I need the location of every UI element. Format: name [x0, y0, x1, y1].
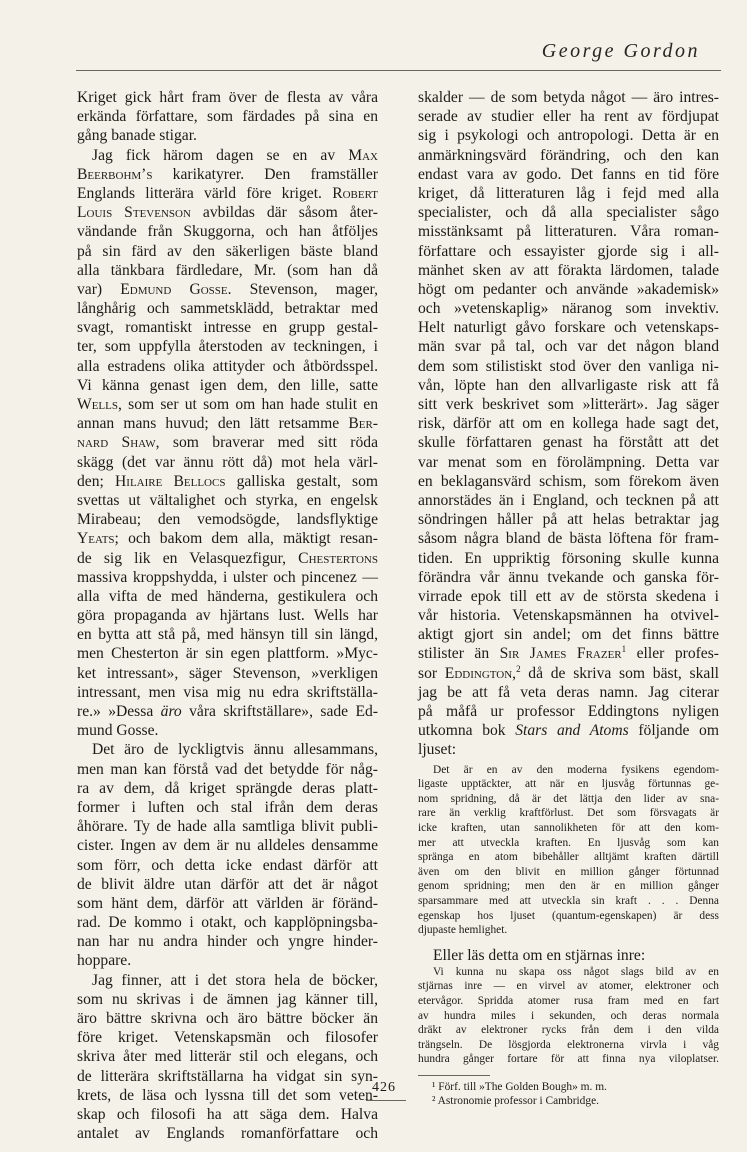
- text-line: gång banade stigar.: [77, 127, 197, 145]
- text-line: söndringen håller på att helas betraktar jag: [418, 511, 719, 529]
- block-quote-star: [418, 965, 719, 1067]
- quote-line: ligaste upptäckter, att när en ljusvåg förtunnas ge-: [418, 778, 719, 791]
- text-line: men man kan förstå vad det betydde för någ-: [77, 760, 378, 778]
- quote-line: mer att utveckla kraften. En ljusvåg som kan: [418, 836, 719, 849]
- text-line: aktigt gjort sin andel; om det finns bättre: [418, 626, 719, 644]
- text-line: tiden. En uppriktig försoning skulle kunna: [418, 549, 719, 567]
- quote-line: stjärnas inre — en virvel av atomer, elektroner och: [418, 980, 719, 993]
- text-line: som nu skrivas i de ämnen jag känner till,: [77, 990, 378, 1008]
- text-line: och »vetenskaplig» näranog som invektiv.: [418, 300, 719, 318]
- text-line: författare och essayister gjorde sig i all-: [418, 242, 719, 260]
- text-line: Eller läs detta om en stjärnas inre:: [433, 946, 646, 964]
- text-line: men Chesterton är sin egen plattform. »Myc-: [77, 645, 378, 663]
- text-line: Mirabeau; den vemodsögde, landsflyktige: [77, 511, 378, 529]
- text-line: Wells, som ser ut som om han hade stulit en: [77, 396, 378, 413]
- quote-line: etervågor. Spridda atomer rusa fram med en fart: [418, 995, 719, 1008]
- header-rule: [76, 70, 721, 71]
- text-line: virrade epok till ett av de största skedena i: [418, 587, 719, 605]
- quote-line: icke kraften, utan sannolikheten för att den kom-: [418, 821, 719, 834]
- text-line: ljuset:: [418, 741, 457, 759]
- quote-line: hundra gånger fortare för att finna nya viloplatser.: [418, 1053, 719, 1066]
- text-line: specialister, och då alla specialister sågo: [418, 204, 719, 222]
- text-line: massiva kroppshydda, i ulster och pincenez —: [77, 568, 378, 586]
- text-line: sor Eddington,$^2$ då de skriva som bäst, skall: [418, 663, 719, 682]
- transition-line: [418, 946, 719, 965]
- text-line: Vi känna genast igen dem, den lille, satte: [77, 376, 378, 394]
- quote-line: även om den blivit en million gånger förtunnad: [418, 865, 719, 878]
- text-line: högt om pedanter och använde »akademisk»: [418, 280, 719, 298]
- quote-line: trängseln. De lösgjorda elektronerna virvla i våg: [418, 1038, 719, 1051]
- text-line: Kriget gick hårt fram över de flesta av våra: [77, 89, 378, 106]
- text-line: män svar på tal, och var det någon bland: [418, 338, 719, 356]
- text-line: annan mans huvud; den lätt retsamme Ber-: [77, 415, 378, 433]
- text-line: sitt verk beskrivet som »litterärt». Jag säger: [418, 396, 719, 413]
- text-line: skägg (det var ännu rött då) mot hela värl-: [77, 453, 378, 471]
- text-line: var) Edmund Gosse. Stevenson, mager,: [77, 280, 378, 298]
- text-line: anmärkningsvärd förändring, och den kan: [418, 146, 719, 164]
- text-line: annorstädes än i England, och tecknen på att: [418, 491, 719, 509]
- footnotes: [418, 1080, 719, 1108]
- text-line: mund Gosse.: [77, 722, 159, 740]
- text-line: alla vifta de med händerna, gestikulera och: [77, 587, 378, 605]
- text-line: före kriget. Vetenskapsmän och filosofer: [77, 1029, 378, 1047]
- text-line: intressant, men visa mig nu edra skriftställa-: [77, 683, 378, 701]
- text-line: skap och filosofi ha att säga dem. Halva: [77, 1105, 378, 1123]
- text-line: de litterära skriftställarna ha vidgat sin syn-: [77, 1067, 378, 1085]
- text-line: som hänt dem, därför att världen är föränd-: [77, 894, 378, 912]
- text-line: krets, de läsa och lyssna till det som veten-: [77, 1086, 378, 1104]
- text-line: hoppare.: [77, 952, 132, 970]
- text-line: antalet av Englands romanförfattare och: [77, 1125, 378, 1143]
- text-line: Beerbohm’s karikatyrer. Den framställer: [77, 165, 378, 183]
- text-line: på måfå ur professor Eddingtons nyligen: [418, 703, 719, 720]
- text-line: Yeats; och bakom dem alla, mäktigt resan-: [77, 530, 378, 548]
- text-line: vår historia. Vetenskapsmännen ha otvivel-: [418, 607, 719, 625]
- text-line: äro bättre skrivna och äro bättre böcker än: [77, 1010, 378, 1027]
- quote-line: Det är en av den moderna fysikens egendom-: [433, 763, 719, 776]
- text-line: göra propaganda av hjärtans lust. Wells har: [77, 607, 378, 625]
- text-line: den; Hilaire Bellocs galliska gestalt, som: [77, 472, 379, 490]
- text-line: sig i psykologi och antropologi. Detta är en: [418, 127, 719, 145]
- text-line: former i luften och stal ifrån dem deras: [77, 798, 378, 816]
- quote-line: rare än verklig kraftförlust. Det som försvagats är: [418, 807, 719, 820]
- text-line: kriget, då litteraturen låg i fejd med alla: [418, 184, 719, 202]
- text-line: på sin färd av den säkerligen bäste bland: [77, 242, 378, 260]
- text-line: nan har nu andra hinder och yngre hinder-: [77, 933, 378, 951]
- text-line: serade av studier eller ha rent av fördjupat: [418, 108, 719, 126]
- text-line: skulle författaren genast ha förstått att det: [418, 434, 719, 452]
- text-line: åhörare. Ty de hade alla samtliga blivit publi-: [77, 818, 378, 836]
- text-line: de blivit äldre utan därför att det är något: [77, 875, 378, 893]
- text-line: ket intressant», säger Stevenson, »verkligen: [77, 664, 378, 682]
- text-line: mänhet sken av att förakta lärdomen, talade: [418, 261, 719, 279]
- left-column: [77, 88, 378, 1143]
- text-line: utkomna bok Stars and Atoms följande om: [418, 722, 719, 740]
- quote-line: nom spridning, då är det lättja den lider av sna-: [418, 792, 719, 805]
- text-line: Jag fick härom dagen se en av Max: [92, 146, 378, 164]
- quote-line: genom spridning; men den är en million gånger: [418, 880, 719, 893]
- text-line: långhårig och sammetsklädd, betraktar med: [77, 300, 378, 318]
- quote-line: sparsammare med att utveckla sin kraft . . . Denna: [418, 894, 719, 907]
- text-line: som förr, och detta icke endast därför att: [77, 856, 378, 874]
- quote-line: Vi kunna nu skapa oss något slags bild av en: [433, 965, 719, 978]
- right-column: [418, 88, 719, 1108]
- text-line: nard Shaw, som braverar med sitt röda: [77, 434, 378, 452]
- text-line: endast vara av godo. Det fanns en tid före: [418, 165, 719, 183]
- text-line: ra av dem, då kriget sprängde deras platt-: [77, 779, 378, 797]
- running-head: George Gordon: [541, 40, 700, 62]
- text-line: Det äro de lyckligtvis ännu allesammans,: [92, 741, 378, 759]
- text-line: dem som stilistiskt stod över den vanliga ni-: [418, 357, 719, 375]
- text-line: alla estradens olika attityder och åtbördsspel.: [77, 357, 378, 375]
- quote-line: spränga en atom bibehåller alltjämt kraften därtill: [418, 851, 719, 864]
- text-line: rad. De kommo i otakt, och kapplöpningsba-: [77, 914, 378, 932]
- text-line: cister. Ingen av dem är nu alldeles densamme: [77, 837, 378, 855]
- text-line: svettas ut vältalighet och styrka, en engelsk: [77, 491, 378, 509]
- text-line: en beklagansvärd schism, som förekom även: [418, 472, 719, 490]
- text-line: vån, löpte han den allvarligaste risk att få: [418, 376, 719, 394]
- text-line: skriva åter med litterär stil och elegans, och: [77, 1048, 378, 1066]
- text-line: skalder — de som betyda något — äro intres-: [418, 89, 719, 106]
- text-line: de sig lik en Velasquezfigur, Chestertons: [77, 549, 378, 567]
- text-line: stilister än Sir James Frazer$^1$ eller profes-: [418, 644, 719, 663]
- text-line: Englands litterära värld före kriget. Robert: [77, 184, 378, 202]
- text-line: såsom några bland de bästa löftena för fram-: [418, 530, 719, 548]
- page-number-rule: [366, 1100, 406, 1101]
- text-line: vändande från Skuggorna, och han åtföljes: [77, 223, 378, 241]
- quote-line: egenskap hos ljuset (quantum-egenskapen) är dess: [418, 909, 719, 922]
- text-line: risk, därför att om en kollega hade sagt det,: [418, 415, 719, 433]
- text-line: ter, som uppfylla återstoden av teckningen, i: [77, 338, 378, 356]
- footnote: ² Astronomie professor i Cambridge.: [432, 1095, 599, 1108]
- text-line: re.» »Dessa äro våra skriftställare», sade Ed-: [77, 703, 378, 720]
- page-number: 426: [372, 1080, 396, 1095]
- text-line: Helt naturligt gåvo forskare och vetenskaps-: [418, 319, 719, 337]
- text-line: jag be att få veta deras namn. Jag citerar: [418, 683, 719, 701]
- quote-line: djupaste hemlighet.: [418, 924, 508, 937]
- quote-line: dräkt av elektroner rycks från dem i den vilda: [418, 1024, 719, 1037]
- text-line: svagt, romantiskt intresse en grupp gestal-: [77, 319, 378, 337]
- footnote-rule: [418, 1075, 490, 1076]
- text-line: misstänksamt på litteraturen. Våra roman-: [418, 223, 719, 241]
- text-line: alla tänkbara färdledare, Mr. (som han då: [77, 261, 378, 279]
- text-line: var menat som en förolämpning. Detta var: [418, 453, 719, 471]
- quote-line: av hundra miles i sekunden, och deras normala: [418, 1009, 719, 1022]
- text-line: erkända författare, som färdades på sina en: [77, 108, 378, 126]
- block-quote-light: [418, 763, 719, 938]
- text-line: förändra vår ännu tvekande och ganska för-: [418, 568, 719, 586]
- text-line: Louis Stevenson avbildas där såsom åter-: [77, 204, 378, 222]
- footnote: ¹ Förf. till »The Golden Bough» m. m.: [432, 1081, 607, 1094]
- text-line: en bytta att stå på, med hänsyn till sin längd,: [77, 626, 378, 644]
- text-line: Jag finner, att i det stora hela de böcker,: [92, 971, 378, 989]
